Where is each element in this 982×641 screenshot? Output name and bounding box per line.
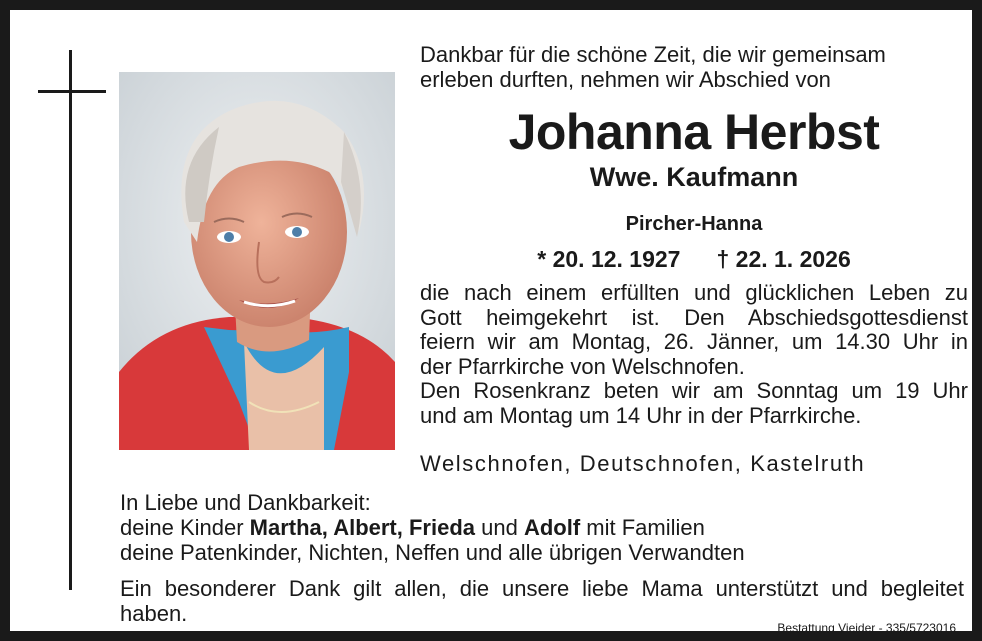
intro-text xyxy=(420,42,968,92)
children-prefix: deine Kinder xyxy=(120,515,250,540)
portrait-illustration xyxy=(119,72,395,450)
family-intro: In Liebe und Dankbarkeit: xyxy=(120,490,371,515)
body-line: der Pfarrkirche von Welschnofen. xyxy=(420,353,745,379)
children-suffix: mit Familien xyxy=(580,515,705,540)
death-date: † 22. 1. 2026 xyxy=(716,246,851,272)
thanks-text xyxy=(120,576,964,626)
family-section xyxy=(120,490,970,565)
children-line xyxy=(120,515,970,540)
birth-date: * 20. 12. 1927 xyxy=(537,246,681,272)
announcement-text xyxy=(420,281,968,428)
children-names: Martha, Albert, Frieda xyxy=(249,515,475,540)
cross-vertical-bar xyxy=(69,50,72,590)
body-line: feiern wir am Montag, 26. Jänner, um 14.30 Uhr in xyxy=(420,329,968,354)
cross-horizontal-bar xyxy=(38,90,106,93)
portrait-photo xyxy=(119,72,395,450)
deceased-name: Johanna Herbst xyxy=(508,104,880,160)
intro-line: erleben durften, nehmen wir Abschied von xyxy=(420,67,831,92)
intro-line: Dankbar für die schöne Zeit, die wir gemeinsam xyxy=(420,42,886,67)
children-and: und xyxy=(475,515,524,540)
places-line: Welschnofen, Deutschnofen, Kastelruth xyxy=(420,451,866,476)
life-dates xyxy=(420,245,968,273)
body-line: Gott heimgekehrt ist. Den Abschiedsgottesdienst xyxy=(420,304,968,330)
nickname: Pircher-Hanna xyxy=(625,213,763,235)
widow-name: Wwe. Kaufmann xyxy=(589,162,799,192)
body-line: und am Montag um 14 Uhr in der Pfarrkirche. xyxy=(420,402,862,428)
body-line: die nach einem erfüllten und glücklichen Leben zu xyxy=(420,280,968,305)
thanks-line: Ein besonderer Dank gilt allen, die unsere liebe Mama unterstützt und begleitet xyxy=(120,576,964,601)
body-line: Den Rosenkranz beten wir am Sonntag um 19 Uhr xyxy=(420,378,968,403)
undertaker-credit: Bestattung Vieider - 335/5723016 xyxy=(777,621,956,635)
relatives-line: deine Patenkinder, Nichten, Neffen und alle übrigen Verwandten xyxy=(120,540,745,565)
last-child-name: Adolf xyxy=(523,515,581,540)
thanks-line: haben. xyxy=(120,601,188,626)
